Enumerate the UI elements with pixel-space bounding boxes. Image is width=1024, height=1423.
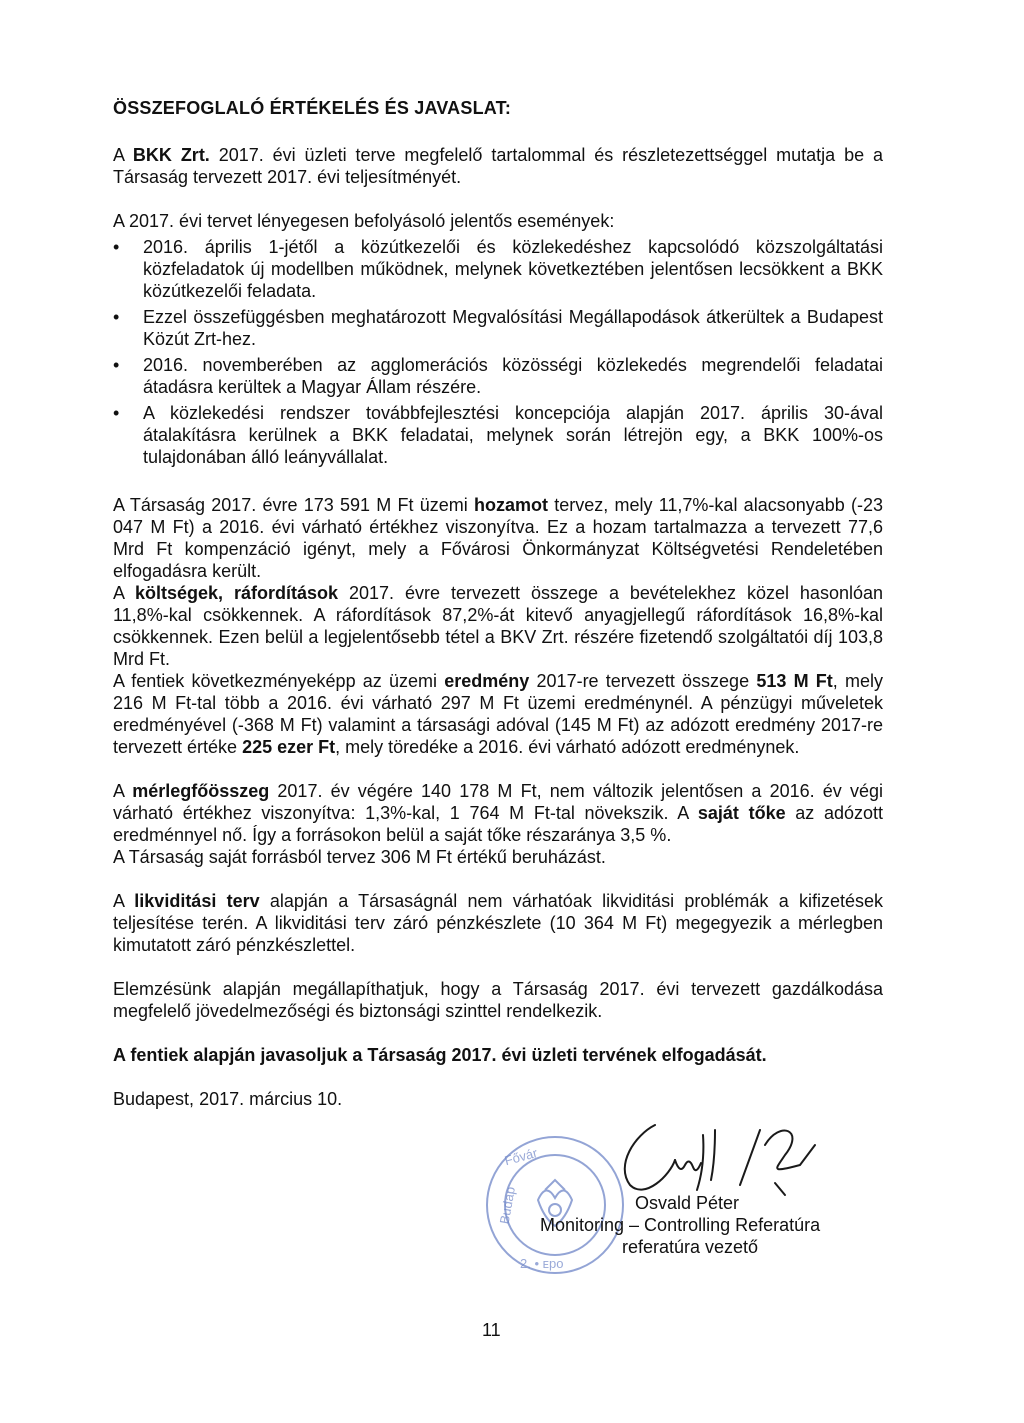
bullet-icon: • xyxy=(113,403,120,423)
intro-paragraph: A BKK Zrt. 2017. évi üzleti terve megfelelő tartalommal és részletezettséggel mutatja be a Társaság tervezett 2017. évi teljesítményét. xyxy=(113,145,884,187)
list-item: • A közlekedési rendszer továbbfejlesztési koncepciója alapján 2017. április 30-ával átalakításra kerülnek a BKK feladatai, melynek során létrejön egy, a BKK 100%-os tulajdonában álló leányvállalat. xyxy=(113,403,883,467)
bullet-icon: • xyxy=(113,237,120,257)
page-heading: ÖSSZEFOGLALÓ ÉRTÉKELÉS ÉS JAVASLAT: xyxy=(113,98,512,118)
date-place: Budapest, 2017. március 10. xyxy=(113,1089,343,1109)
signatory-role: referatúra vezető xyxy=(622,1237,759,1257)
javaslat-paragraph: A fentiek alapján javasoljuk a Társaság 2017. évi üzleti tervének elfogadását. xyxy=(113,1045,767,1065)
hozam-paragraph: A Társaság 2017. évre 173 591 M Ft üzemi hozamot tervez, mely 11,7%-kal alacsonyabb (-23 047 M Ft) a 2016. évi várható értékhez viszonyítva. Ez a hozam tartalmazza a tervezett 77,6 Mrd Ft kompenzáció igényt, mely a Fővárosi Önkormányzat Költségvetési Rendeletében elfogadásra került. xyxy=(113,495,883,581)
document-page xyxy=(113,98,883,1110)
list-item: • 2016. novemberében az agglomerációs közösségi közlekedés megrendelői feladatai átadásra kerültek a Magyar Állam részére. xyxy=(113,355,883,397)
list-item: • Ezzel összefüggésben meghatározott Megvalósítási Megállapodások átkerültek a Budapest Közút Zrt-hez. xyxy=(113,307,883,349)
merleg-paragraph: A mérlegfőösszeg 2017. év végére 140 178 M Ft, nem változik jelentősen a 2016. év végi várható értékhez viszonyítva: 1,3%-kal, 1 764 M Ft-tal növekszik. A saját tőke az adózott eredménnyel nő. Így a forrásokon belül a saját tőke részaránya 3,5 %. xyxy=(113,781,883,845)
svg-text:Fővár: Fővár xyxy=(502,1145,539,1169)
eredmeny-paragraph: A fentiek következményeképp az üzemi eredmény 2017-re tervezett összege 513 M Ft, mely 216 M Ft-tal több a 2016. évi várható 297 M Ft üzemi eredménynél. A pénzügyi műveletek eredményével (-368 M Ft) valamint a társasági adóval (145 M Ft) az adózott eredmény 2017-re tervezett értéke 225 ezer Ft, mely töredéke a 2016. évi várható adózott eredménynek. xyxy=(113,671,883,757)
page-number: 11 xyxy=(482,1320,501,1340)
koltseg-paragraph: A költségek, ráfordítások 2017. évre tervezett összege a bevételekhez közel hasonlóan 11,8%-kal csökkennek. A ráfordítások 87,2%-át kitevő anyagjellegű ráfordítások 16,8%-kal csökkennek. Ezen belül a legjelentősebb tétel a BKV Zrt. részére fizetendő szolgáltatói díj 103,8 Mrd Ft. xyxy=(113,583,883,669)
signatory-name: Osvald Péter xyxy=(635,1193,740,1213)
list-item: • 2016. április 1-jétől a közútkezelői és közlekedéshez kapcsolódó közszolgáltatási közfeladatok új modellben működnek, melynek következtében jelentősen lecsökkent a BKK közútkezelői feladata. xyxy=(113,237,883,301)
events-title: A 2017. évi tervet lényegesen befolyásoló jelentős események: xyxy=(113,211,615,231)
elemzes-paragraph: Elemzésünk alapján megállapíthatjuk, hogy a Társaság 2017. évi tervezett gazdálkodása megfelelő jövedelmezőségi és biztonsági szinttel rendelkezik. xyxy=(113,979,883,1021)
svg-text:Budap: Budap xyxy=(496,1185,518,1226)
signature-block xyxy=(480,1115,880,1315)
bullet-icon: • xyxy=(113,307,120,327)
events-list xyxy=(113,236,883,468)
bullet-icon: • xyxy=(113,355,120,375)
svg-text:2. • ᴇpo: 2. • ᴇpo xyxy=(520,1256,564,1271)
likvid-paragraph: A likviditási terv alapján a Társaságnál nem várhatóak likviditási problémák a kifizetések teljesítése terén. A likviditási terv záró pénzkészlete (10 364 M Ft) megegyezik a mérlegben kimutatott záró pénzkészlettel. xyxy=(113,891,884,955)
beruhazas-paragraph: A Társaság saját forrásból tervez 306 M Ft értékű beruházást. xyxy=(113,847,606,867)
signatory-unit: Monitoring – Controlling Referatúra xyxy=(540,1215,821,1235)
